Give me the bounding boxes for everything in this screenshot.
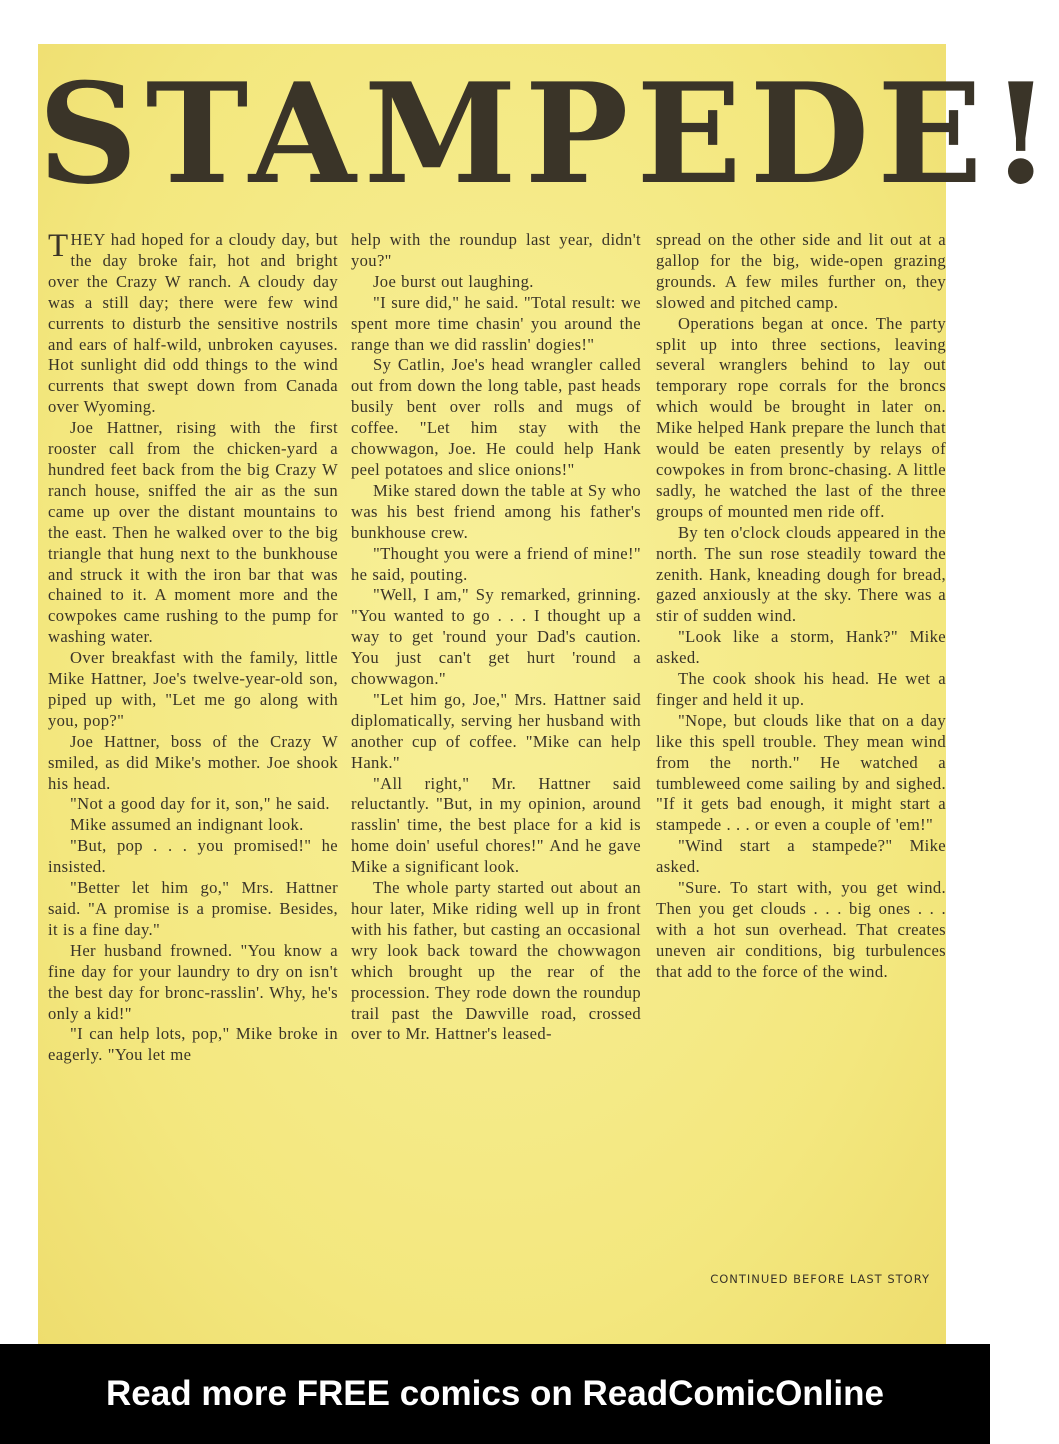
drop-cap: T: [48, 228, 69, 264]
paragraph: Mike assumed an indignant look.: [70, 815, 304, 835]
paragraph: "Well, I am," Sy remarked, grinning. "You wanted to go . . . I thought up a way to get 'round your Dad's caution. You just can't get hurt 'round a chowwagon.": [351, 585, 641, 689]
story-title: STAMPEDE!: [38, 52, 1059, 215]
text-column-3: [656, 230, 946, 1270]
paragraph: "Sure. To start with, you get wind. Then you get clouds . . . big ones . . . with a hot sun overhead. That creates uneven air conditions, big turbulences that add to the force of the wind.: [656, 878, 946, 981]
text-column-2: [351, 230, 641, 1270]
paragraph: "Thought you were a friend of mine!" he said, pouting.: [351, 543, 641, 584]
paragraph: Mike stared down the table at Sy who was his best friend among his father's bunkhouse crew.: [351, 480, 641, 542]
paragraph: "Wind start a stampede?" Mike asked.: [656, 836, 946, 877]
comic-text-page: [38, 44, 1059, 1344]
paragraph: "Look like a storm, Hank?" Mike asked.: [656, 627, 946, 668]
text-column-1: [48, 230, 338, 1270]
paragraph: spread on the other side and lit out at a gallop for the big, wide-open grazing grounds. A few miles further on, they slowed and pitched camp.: [656, 230, 946, 312]
paragraph: "Nope, but clouds like that on a day like this spell trouble. They mean wind from the north." He watched a tumbleweed come sailing by and sighed. "If it gets bad enough, it might start a stampede . . . or even a couple of 'em!": [656, 710, 946, 835]
paragraph: Joe Hattner, boss of the Crazy W smiled, as did Mike's mother. Joe shook his head.: [48, 731, 338, 793]
paragraph: "I sure did," he said. "Total result: we spent more time chasin' you around the range than we did rasslin' dogies!": [351, 292, 641, 354]
promo-banner[interactable]: Read more FREE comics on ReadComicOnline: [0, 1344, 990, 1444]
paragraph: "Not a good day for it, son," he said.: [70, 794, 330, 814]
paragraph: The cook shook his head. He wet a finger and held it up.: [656, 669, 946, 709]
paragraph: Joe Hattner, rising with the first rooster call from the chicken-yard a hundred feet back from the big Crazy W ranch house, sniffed the air as the sun came up over the distant mountains to the east. Then he walked over to the big triangle that hung next to the bunkhouse and struck it with the iron bar that was chained to it. A moment more and the cowpokes came rushing to the pump for washing water.: [48, 418, 338, 647]
paragraph: "I can help lots, pop," Mike broke in eagerly. "You let me: [48, 1024, 338, 1065]
paragraph: Sy Catlin, Joe's head wrangler called out from down the long table, past heads busily bent over rolls and mugs of coffee. "Let him stay with the chowwagon, Joe. He could help Hank peel potatoes and slice onions!": [351, 355, 641, 479]
paragraph: By ten o'clock clouds appeared in the north. The sun rose steadily toward the zenith. Hank, kneading dough for bread, gazed anxiously at the sky. There was a stir of sudden wind.: [656, 522, 946, 626]
paragraph: Operations began at once. The party split up into three sections, leaving several wranglers behind to lay out temporary rope corrals for the broncs which would be brought in later on. Mike helped Hank prepare the lunch that would be eaten presently by relays of cowpokes in from bronc-chasing. A little sadly, he watched the last of the three groups of mounted men ride off.: [656, 313, 946, 521]
paragraph: THEY had hoped for a cloudy day, but the day broke fair, hot and bright over the Crazy W ranch. A cloudy day was a still day; there were few wind currents to disturb the sensitive nostrils and ears of half-wild, unbroken cayuses. Hot sunlight did odd things to the wind currents that swept down from Canada over Wyoming.: [48, 228, 338, 417]
paragraph: The whole party started out about an hour later, Mike riding well up in front with his father, but casting an occasional wry look back toward the chowwagon which brought up the rear of the procession. They rode down the roundup trail past the Dawville road, crossed over to Mr. Hattner's leased-: [351, 878, 641, 1044]
paragraph: "All right," Mr. Hattner said reluctantly. "But, in my opinion, around rasslin' time, the best place for a kid is home doin' useful chores!" And he gave Mike a significant look.: [351, 773, 641, 877]
continued-note: CONTINUED BEFORE LAST STORY: [710, 1272, 930, 1286]
paragraph: Her husband frowned. "You know a fine day for your laundry to dry on isn't the best day for bronc-rasslin'. Why, he's only a kid!": [48, 940, 338, 1023]
paragraph: "Better let him go," Mrs. Hattner said. "A promise is a promise. Besides, it is a fine day.": [48, 878, 338, 939]
paragraph: help with the roundup last year, didn't you?": [351, 230, 641, 270]
paragraph: "Let him go, Joe," Mrs. Hattner said diplomatically, serving her husband with another cup of coffee. "Mike can help Hank.": [351, 689, 641, 772]
paragraph: Over breakfast with the family, little Mike Hattner, Joe's twelve-year-old son, piped up with, "Let me go along with you, pop?": [48, 648, 338, 730]
paragraph: Joe burst out laughing.: [373, 271, 534, 291]
paragraph: "But, pop . . . you promised!" he insisted.: [48, 836, 338, 877]
